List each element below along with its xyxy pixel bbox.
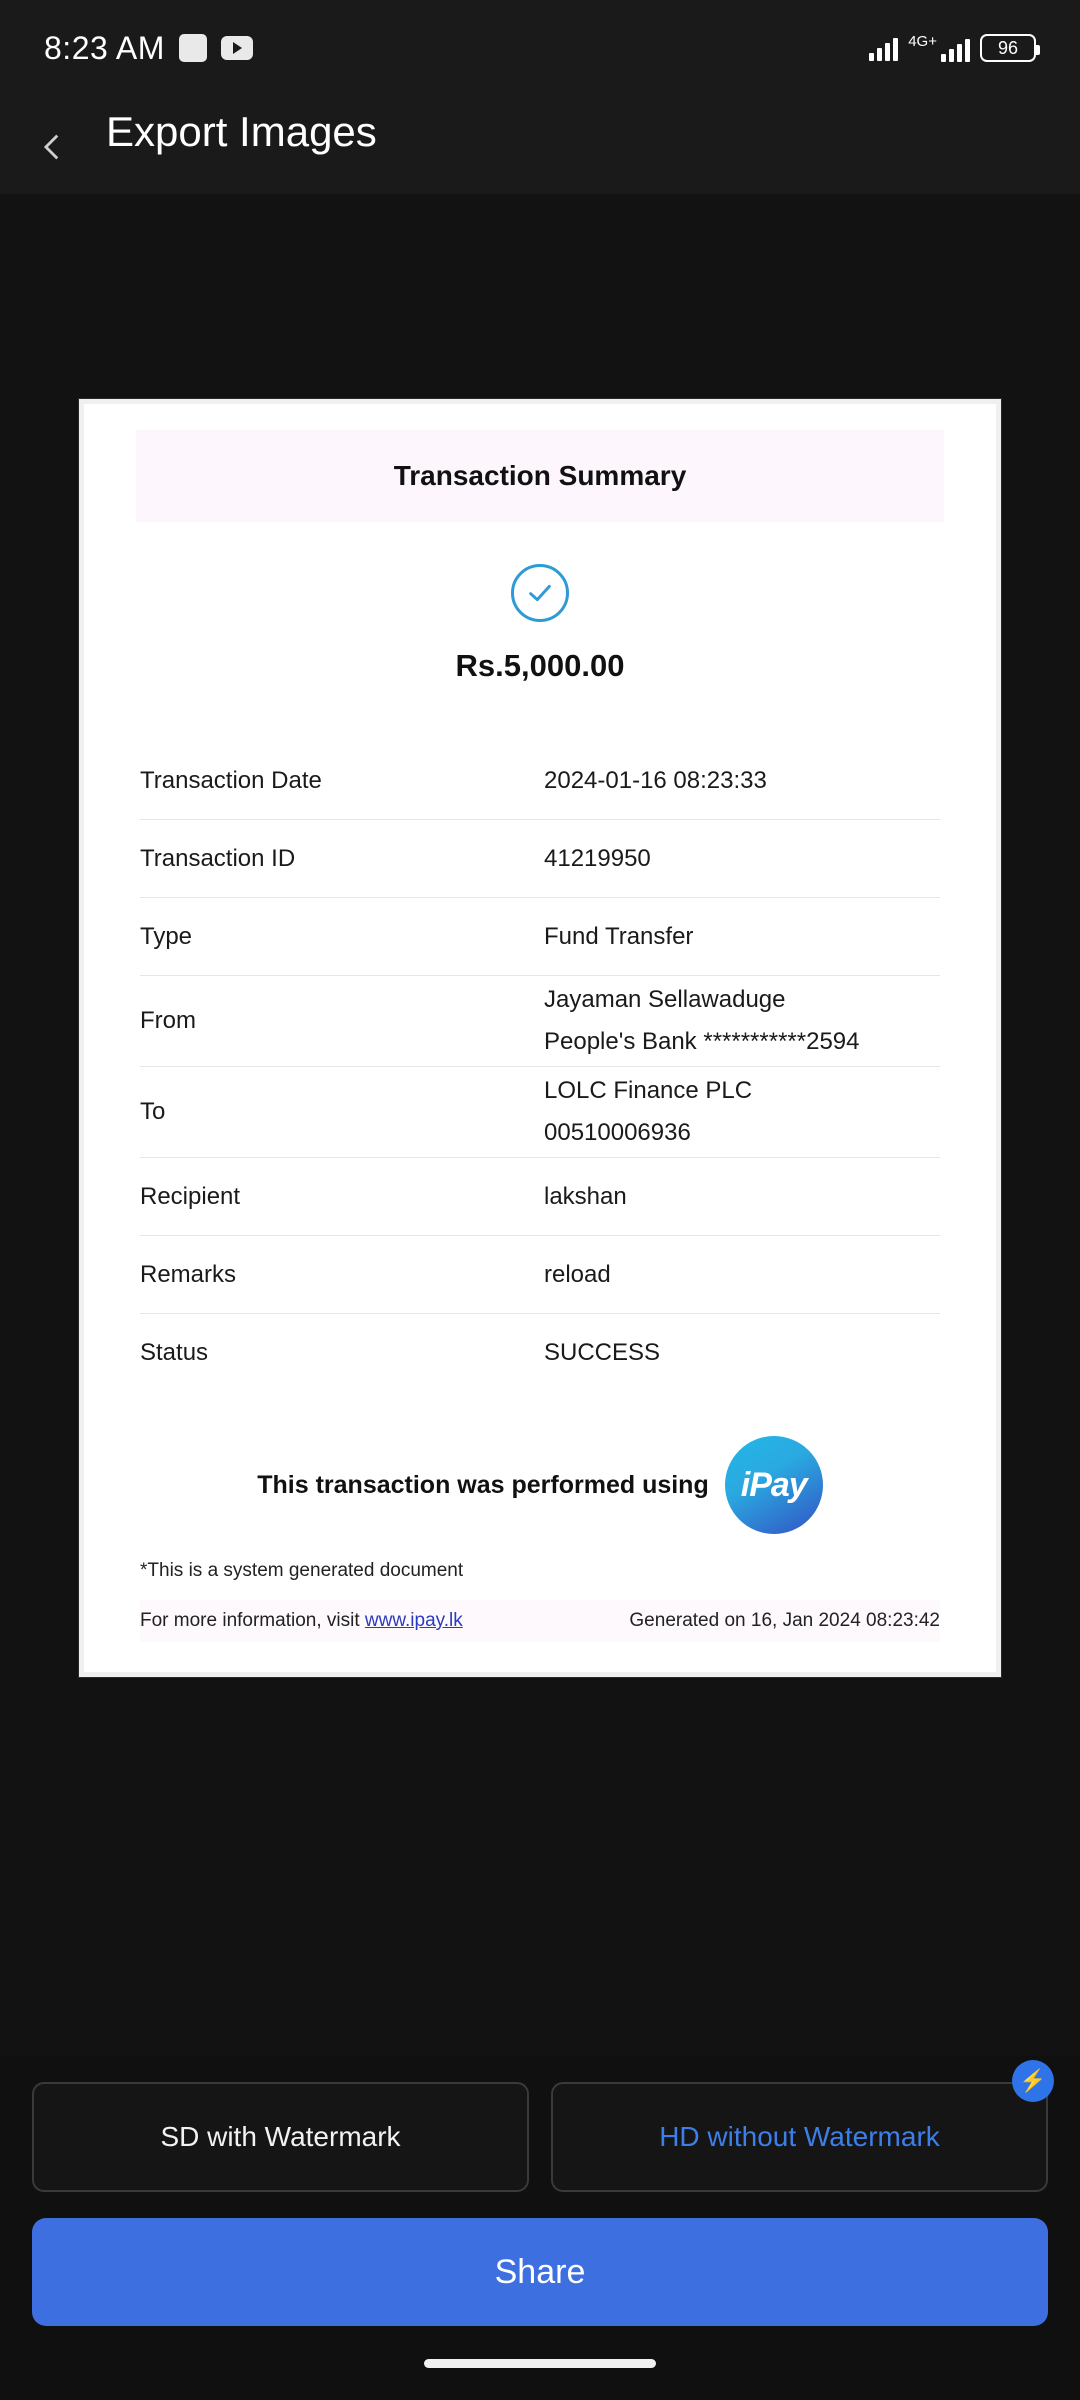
home-indicator[interactable] xyxy=(424,2359,656,2368)
row-label: To xyxy=(140,1098,166,1125)
row-label: Status xyxy=(140,1339,209,1366)
network-type-group xyxy=(908,34,970,62)
preview-area[interactable] xyxy=(0,194,1080,2056)
battery-percent-label: 96 xyxy=(997,38,1019,58)
row-label: Type xyxy=(140,922,193,950)
row-value xyxy=(544,986,940,1056)
table-row xyxy=(140,1314,940,1392)
network-type-label: 4G+ xyxy=(908,33,937,50)
row-label: Recipient xyxy=(140,1182,241,1210)
status-bar xyxy=(0,0,1080,96)
row-value-line1: SUCCESS xyxy=(544,1339,661,1366)
table-row xyxy=(140,1236,940,1314)
row-label: From xyxy=(140,1007,196,1034)
footer-info xyxy=(140,1610,463,1632)
receipt-footer xyxy=(140,1600,940,1642)
back-button[interactable] xyxy=(0,100,106,194)
table-row xyxy=(140,976,940,1067)
app-chip-icon xyxy=(179,34,207,62)
row-value-line1: 2024-01-16 08:23:33 xyxy=(544,766,767,794)
bottom-controls xyxy=(0,2056,1080,2326)
system-nav-bar xyxy=(0,2326,1080,2400)
status-bar-left xyxy=(44,30,253,67)
row-value-line1: LOLC Finance PLC xyxy=(544,1077,753,1104)
hd-without-watermark-button[interactable]: HD without Watermark xyxy=(551,2082,1048,2192)
row-label: Transaction ID xyxy=(140,844,296,872)
row-value-line2: 00510006936 xyxy=(544,1119,691,1146)
receipt-preview[interactable] xyxy=(79,399,1001,1677)
row-label: Remarks xyxy=(140,1260,237,1288)
row-value-line1: lakshan xyxy=(544,1182,627,1210)
table-row xyxy=(140,742,940,820)
table-row xyxy=(140,820,940,898)
generated-on-label: Generated on 16, Jan 2024 08:23:42 xyxy=(629,1610,940,1631)
row-value xyxy=(544,767,940,795)
row-value xyxy=(544,923,940,951)
row-value-line2: People's Bank ***********2594 xyxy=(544,1028,860,1055)
performed-using-row xyxy=(140,1436,940,1534)
receipt-title: Transaction Summary xyxy=(136,430,944,522)
battery-icon xyxy=(980,34,1036,62)
sd-with-watermark-button[interactable]: SD with Watermark xyxy=(32,2082,529,2192)
table-row xyxy=(140,1158,940,1236)
table-row xyxy=(140,1067,940,1158)
app-bar xyxy=(0,96,1080,194)
ipay-website-link[interactable]: www.ipay.lk xyxy=(364,1610,463,1631)
quality-options xyxy=(32,2068,1048,2192)
bolt-icon: ⚡ xyxy=(1012,2060,1054,2102)
share-button[interactable]: Share xyxy=(32,2218,1048,2326)
row-value-line1: 41219950 xyxy=(544,844,651,872)
row-value xyxy=(544,1077,940,1147)
row-value-line1: Jayaman Sellawaduge xyxy=(544,986,786,1013)
performed-using-label: This transaction was performed using xyxy=(257,1470,709,1499)
row-value-line1: Fund Transfer xyxy=(544,922,694,950)
footer-prefix: For more information, visit xyxy=(140,1610,365,1631)
row-label: Transaction Date xyxy=(140,766,322,794)
status-icon-wrap xyxy=(140,564,940,622)
receipt-rows xyxy=(140,742,940,1392)
row-value-line1: reload xyxy=(544,1260,611,1288)
row-value xyxy=(544,1339,940,1367)
row-value xyxy=(544,845,940,873)
chevron-left-icon xyxy=(36,130,70,164)
page-title: Export Images xyxy=(106,108,377,155)
system-generated-note: *This is a system generated document xyxy=(140,1560,464,1581)
status-bar-right xyxy=(869,34,1036,62)
youtube-icon xyxy=(221,36,253,60)
check-circle-icon xyxy=(511,564,569,622)
table-row xyxy=(140,898,940,976)
receipt-document xyxy=(84,404,996,1672)
status-clock: 8:23 AM xyxy=(44,29,165,66)
signal-bars-icon-2 xyxy=(941,36,970,62)
ipay-logo: iPay xyxy=(725,1436,823,1534)
amount-value: Rs.5,000.00 xyxy=(455,648,625,683)
row-value xyxy=(544,1183,940,1211)
signal-bars-icon-1 xyxy=(869,35,898,61)
row-value xyxy=(544,1261,940,1289)
